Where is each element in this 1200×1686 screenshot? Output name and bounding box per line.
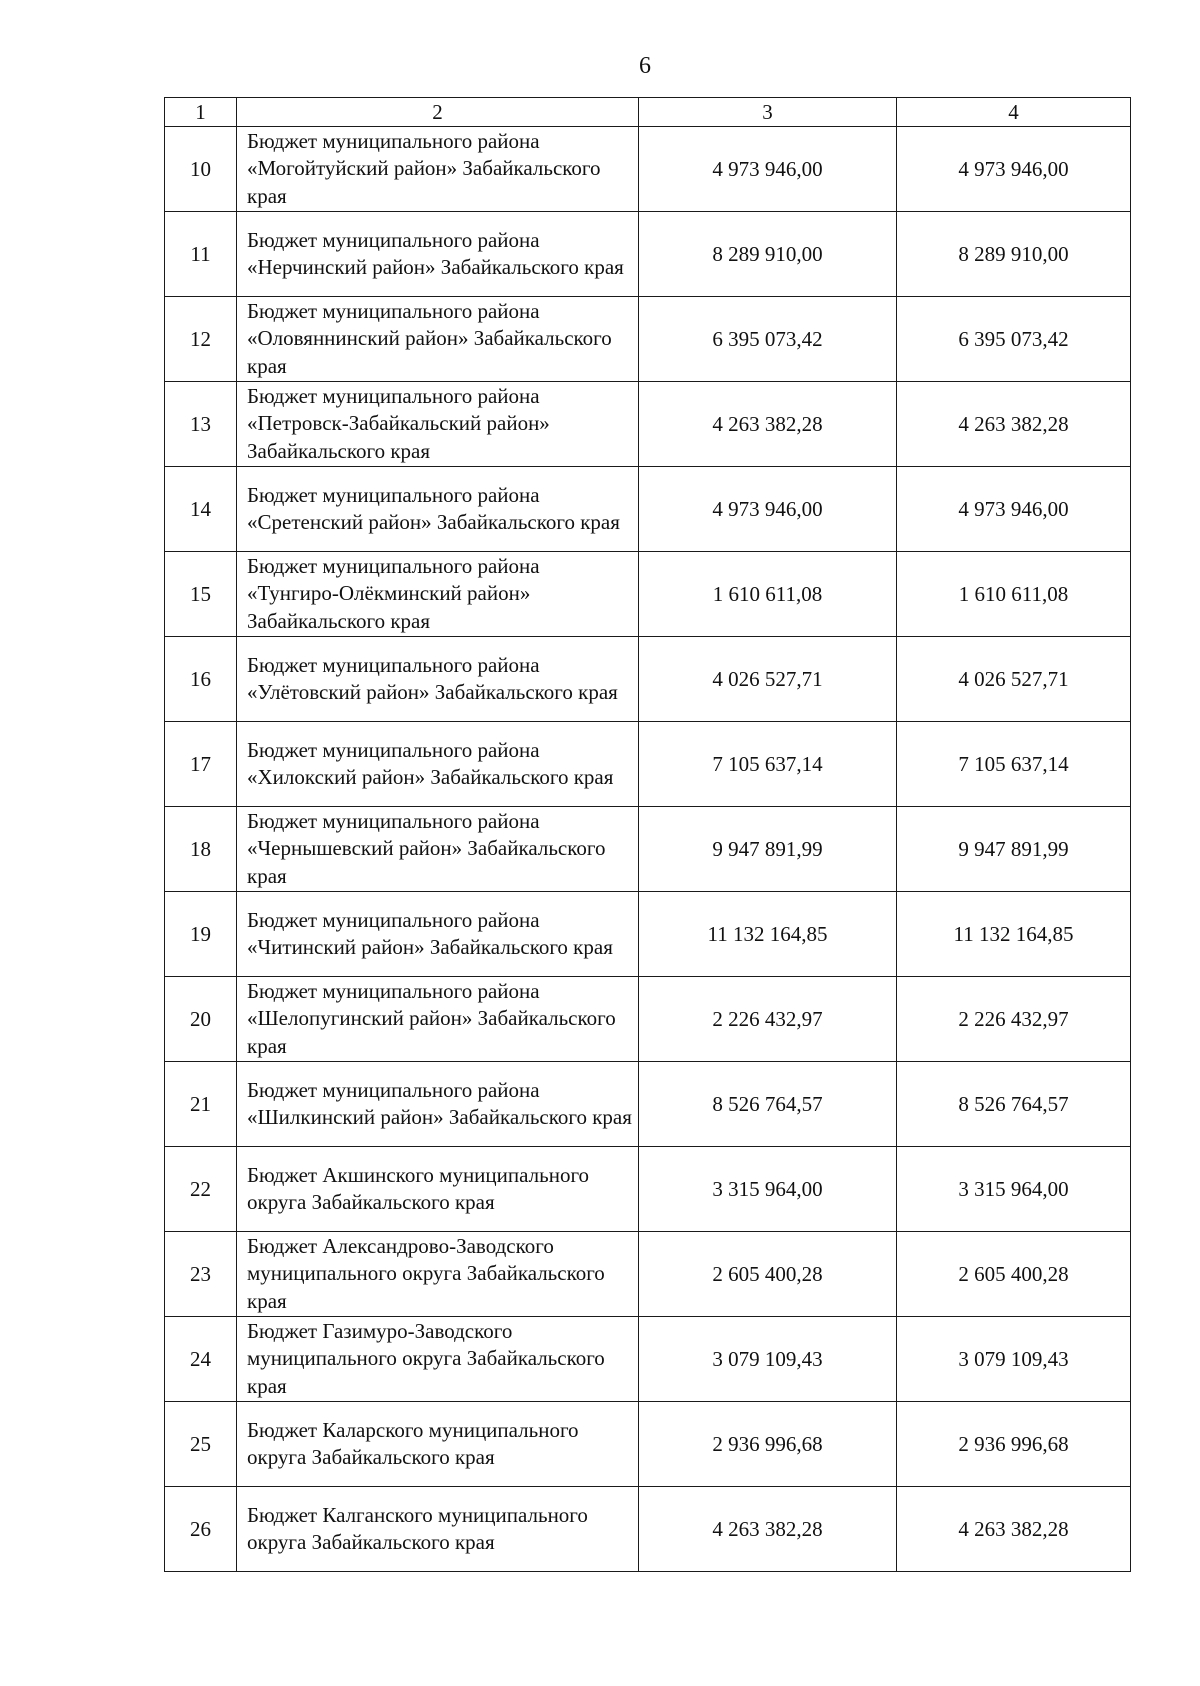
row-number: 26 — [165, 1487, 237, 1572]
budget-name: Бюджет Александрово-Заводского муниципального округа Забайкальского края — [237, 1232, 639, 1317]
amount-col3: 2 605 400,28 — [639, 1232, 897, 1317]
budget-name: Бюджет муниципального района «Тунгиро-Олёкминский район» Забайкальского края — [237, 552, 639, 637]
amount-col3: 2 936 996,68 — [639, 1402, 897, 1487]
row-number: 24 — [165, 1317, 237, 1402]
budget-name: Бюджет муниципального района «Читинский район» Забайкальского края — [237, 892, 639, 977]
row-number: 11 — [165, 212, 237, 297]
amount-col4: 2 226 432,97 — [897, 977, 1131, 1062]
amount-col3: 8 526 764,57 — [639, 1062, 897, 1147]
amount-col4: 1 610 611,08 — [897, 552, 1131, 637]
row-number: 16 — [165, 637, 237, 722]
budget-name: Бюджет муниципального района «Сретенский район» Забайкальского края — [237, 467, 639, 552]
table-row — [165, 297, 1131, 382]
amount-col3: 3 315 964,00 — [639, 1147, 897, 1232]
amount-col3: 4 263 382,28 — [639, 1487, 897, 1572]
budget-name: Бюджет муниципального района «Улётовский район» Забайкальского края — [237, 637, 639, 722]
budget-name: Бюджет муниципального района «Нерчинский район» Забайкальского края — [237, 212, 639, 297]
table-row — [165, 892, 1131, 977]
amount-col4: 2 605 400,28 — [897, 1232, 1131, 1317]
budget-name: Бюджет муниципального района «Могойтуйский район» Забайкальского края — [237, 127, 639, 212]
amount-col3: 6 395 073,42 — [639, 297, 897, 382]
amount-col3: 1 610 611,08 — [639, 552, 897, 637]
table-row — [165, 1062, 1131, 1147]
row-number: 22 — [165, 1147, 237, 1232]
table-row — [165, 637, 1131, 722]
amount-col4: 2 936 996,68 — [897, 1402, 1131, 1487]
amount-col4: 11 132 164,85 — [897, 892, 1131, 977]
amount-col3: 4 973 946,00 — [639, 467, 897, 552]
budget-table — [164, 97, 1131, 1572]
row-number: 14 — [165, 467, 237, 552]
budget-name: Бюджет Каларского муниципального округа Забайкальского края — [237, 1402, 639, 1487]
budget-name: Бюджет Калганского муниципального округа Забайкальского края — [237, 1487, 639, 1572]
amount-col3: 3 079 109,43 — [639, 1317, 897, 1402]
table-row — [165, 127, 1131, 212]
table-row — [165, 722, 1131, 807]
table-row — [165, 212, 1131, 297]
header-col-1: 1 — [165, 98, 237, 127]
amount-col4: 3 315 964,00 — [897, 1147, 1131, 1232]
table-row — [165, 977, 1131, 1062]
budget-name: Бюджет Газимуро-Заводского муниципального округа Забайкальского края — [237, 1317, 639, 1402]
amount-col4: 4 973 946,00 — [897, 127, 1131, 212]
budget-name: Бюджет муниципального района «Оловяннинский район» Забайкальского края — [237, 297, 639, 382]
amount-col4: 8 289 910,00 — [897, 212, 1131, 297]
page-number: 6 — [639, 53, 651, 79]
table-row — [165, 1147, 1131, 1232]
row-number: 19 — [165, 892, 237, 977]
budget-name: Бюджет муниципального района «Шилкинский район» Забайкальского края — [237, 1062, 639, 1147]
row-number: 10 — [165, 127, 237, 212]
header-col-2: 2 — [237, 98, 639, 127]
table-row — [165, 807, 1131, 892]
table-row — [165, 552, 1131, 637]
header-col-3: 3 — [639, 98, 897, 127]
budget-name: Бюджет муниципального района «Шелопугинский район» Забайкальского края — [237, 977, 639, 1062]
row-number: 25 — [165, 1402, 237, 1487]
amount-col4: 8 526 764,57 — [897, 1062, 1131, 1147]
row-number: 20 — [165, 977, 237, 1062]
row-number: 21 — [165, 1062, 237, 1147]
table-row — [165, 1317, 1131, 1402]
row-number: 23 — [165, 1232, 237, 1317]
amount-col3: 9 947 891,99 — [639, 807, 897, 892]
amount-col4: 3 079 109,43 — [897, 1317, 1131, 1402]
budget-name: Бюджет муниципального района «Чернышевский район» Забайкальского края — [237, 807, 639, 892]
budget-name: Бюджет Акшинского муниципального округа Забайкальского края — [237, 1147, 639, 1232]
budget-name: Бюджет муниципального района «Петровск-Забайкальский район» Забайкальского края — [237, 382, 639, 467]
row-number: 17 — [165, 722, 237, 807]
amount-col3: 4 973 946,00 — [639, 127, 897, 212]
row-number: 15 — [165, 552, 237, 637]
row-number: 18 — [165, 807, 237, 892]
table-row — [165, 1487, 1131, 1572]
amount-col3: 2 226 432,97 — [639, 977, 897, 1062]
amount-col3: 11 132 164,85 — [639, 892, 897, 977]
amount-col4: 4 026 527,71 — [897, 637, 1131, 722]
amount-col3: 4 026 527,71 — [639, 637, 897, 722]
table-row — [165, 382, 1131, 467]
table-row — [165, 467, 1131, 552]
amount-col4: 4 973 946,00 — [897, 467, 1131, 552]
header-col-4: 4 — [897, 98, 1131, 127]
amount-col4: 9 947 891,99 — [897, 807, 1131, 892]
row-number: 13 — [165, 382, 237, 467]
table-row — [165, 1402, 1131, 1487]
row-number: 12 — [165, 297, 237, 382]
table-row — [165, 1232, 1131, 1317]
amount-col4: 4 263 382,28 — [897, 382, 1131, 467]
amount-col4: 7 105 637,14 — [897, 722, 1131, 807]
table-header-row — [165, 98, 1131, 127]
amount-col4: 6 395 073,42 — [897, 297, 1131, 382]
amount-col4: 4 263 382,28 — [897, 1487, 1131, 1572]
amount-col3: 8 289 910,00 — [639, 212, 897, 297]
budget-name: Бюджет муниципального района «Хилокский район» Забайкальского края — [237, 722, 639, 807]
amount-col3: 4 263 382,28 — [639, 382, 897, 467]
amount-col3: 7 105 637,14 — [639, 722, 897, 807]
